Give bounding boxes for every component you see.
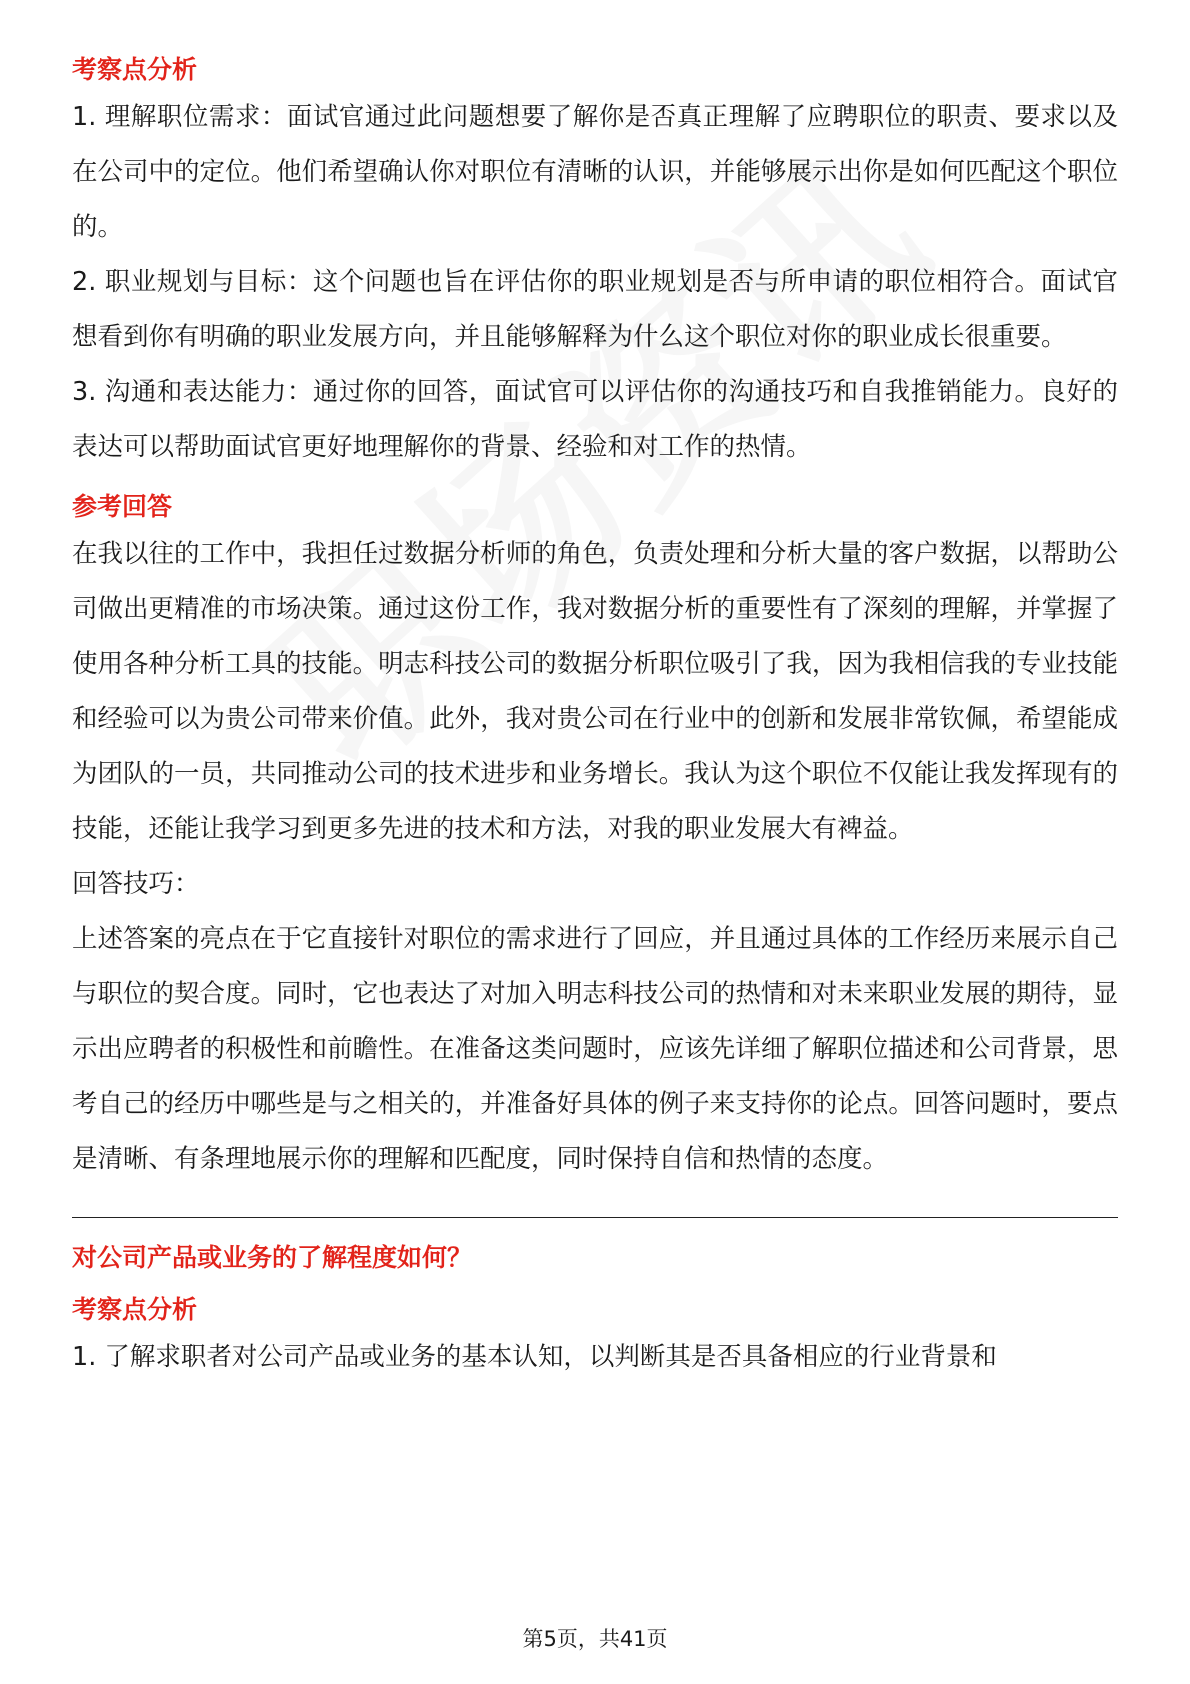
analysis-heading-2: 考察点分析: [72, 1295, 198, 1324]
analysis-point-3: 3. 沟通和表达能力：通过你的回答，面试官可以评估你的沟通技巧和自我推销能力。良好的表达可以帮助面试官更好地理解你的背景、经验和对工作的热情。: [72, 377, 1118, 462]
answer-heading: 参考回答: [72, 492, 173, 521]
analysis-heading: 考察点分析: [72, 55, 198, 84]
document-page: [72, 50, 1118, 1385]
tips-label: 回答技巧：: [72, 869, 200, 899]
section-divider: [72, 1217, 1118, 1218]
tips-text: 上述答案的亮点在于它直接针对职位的需求进行了回应，并且通过具体的工作经历来展示自己与职位的契合度。同时，它也表达了对加入明志科技公司的热情和对未来职业发展的期待，显示出应聘者的积极性和前瞻性。在准备这类问题时，应该先详细了解职位描述和公司背景，思考自己的经历中哪些是与之相关的，并准备好具体的例子来支持你的论点。回答问题时，要点是清晰、有条理地展示你的理解和匹配度，同时保持自信和热情的态度。: [72, 924, 1118, 1174]
analysis-point-1: 1. 理解职位需求：面试官通过此问题想要了解你是否真正理解了应聘职位的职责、要求以及在公司中的定位。他们希望确认你对职位有清晰的认识，并能够展示出你是如何匹配这个职位的。: [72, 102, 1118, 242]
question-title: 对公司产品或业务的了解程度如何？: [72, 1243, 473, 1272]
page-footer: 第5页，共41页: [522, 1627, 668, 1651]
analysis-point-2-1: 1. 了解求职者对公司产品或业务的基本认知，以判断其是否具备相应的行业背景和: [72, 1342, 997, 1372]
analysis-point-2: 2. 职业规划与目标：这个问题也旨在评估你的职业规划是否与所申请的职位相符合。面试官想看到你有明确的职业发展方向，并且能够解释为什么这个职位对你的职业成长很重要。: [72, 267, 1118, 352]
answer-text: 在我以往的工作中，我担任过数据分析师的角色，负责处理和分析大量的客户数据，以帮助公司做出更精准的市场决策。通过这份工作，我对数据分析的重要性有了深刻的理解，并掌握了使用各种分析工具的技能。明志科技公司的数据分析职位吸引了我，因为我相信我的专业技能和经验可以为贵公司带来价值。此外，我对贵公司在行业中的创新和发展非常钦佩，希望能成为团队的一员，共同推动公司的技术进步和业务增长。我认为这个职位不仅能让我发挥现有的技能，还能让我学习到更多先进的技术和方法，对我的职业发展大有裨益。: [72, 539, 1118, 844]
